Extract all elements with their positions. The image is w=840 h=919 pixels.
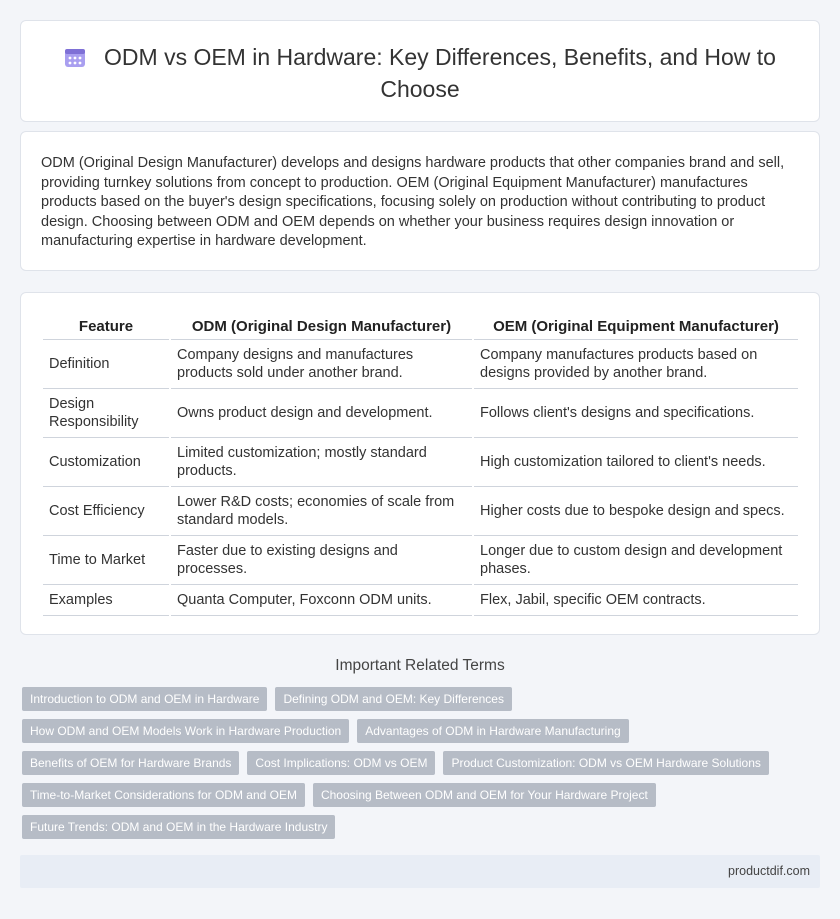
oem-cell: Company manufactures products based on designs provided by another brand. — [473, 339, 798, 388]
tag-row — [22, 687, 802, 711]
header-feature: Feature — [43, 313, 170, 339]
comparison-table-card — [20, 292, 820, 635]
odm-cell: Lower R&D costs; economies of scale from standard models. — [170, 486, 473, 535]
feature-cell: Time to Market — [43, 535, 170, 584]
page-title-text: ODM vs OEM in Hardware: Key Differences, Benefits, and How to Choose — [104, 44, 776, 102]
calendar-grid-icon — [64, 46, 86, 75]
feature-cell: Examples — [43, 584, 170, 615]
related-term-tag[interactable]: Cost Implications: ODM vs OEM — [247, 751, 435, 775]
related-term-tag[interactable]: Product Customization: ODM vs OEM Hardware Solutions — [443, 751, 768, 775]
tag-row — [22, 815, 802, 839]
tag-row — [22, 751, 802, 775]
table-row — [43, 535, 798, 584]
table-row — [43, 339, 798, 388]
intro-card — [20, 131, 820, 271]
tag-row — [22, 719, 802, 743]
intro-text: ODM (Original Design Manufacturer) develops and designs hardware products that other companies brand and sell, providing turnkey solutions from concept to production. OEM (Original Equipment Manufacturer) manufactures products based on the buyer's design specifications, focusing solely on production without contributing to product design. Choosing between ODM and OEM depends on whether your business requires design innovation or manufacturing expertise in hardware development. — [41, 155, 785, 249]
related-term-tag[interactable]: How ODM and OEM Models Work in Hardware Production — [22, 719, 349, 743]
oem-cell: Flex, Jabil, specific OEM contracts. — [473, 584, 798, 615]
header-oem: OEM (Original Equipment Manufacturer) — [473, 313, 798, 339]
table-row — [43, 584, 798, 615]
table-row — [43, 437, 798, 486]
oem-cell: Higher costs due to bespoke design and specs. — [473, 486, 798, 535]
odm-cell: Quanta Computer, Foxconn ODM units. — [170, 584, 473, 615]
odm-cell: Owns product design and development. — [170, 388, 473, 437]
related-term-tag[interactable]: Introduction to ODM and OEM in Hardware — [22, 687, 267, 711]
related-term-tag[interactable]: Time-to-Market Considerations for ODM and OEM — [22, 783, 305, 807]
odm-cell: Limited customization; mostly standard products. — [170, 437, 473, 486]
related-terms-heading: Important Related Terms — [335, 657, 505, 674]
feature-cell: Customization — [43, 437, 170, 486]
footer-site-link[interactable]: productdif.com — [728, 864, 810, 878]
oem-cell: High customization tailored to client's needs. — [473, 437, 798, 486]
header-card — [20, 20, 820, 122]
comparison-table — [43, 313, 798, 616]
odm-cell: Faster due to existing designs and processes. — [170, 535, 473, 584]
tag-row — [22, 783, 802, 807]
related-term-tag[interactable]: Defining ODM and OEM: Key Differences — [275, 687, 512, 711]
related-term-tag[interactable]: Advantages of ODM in Hardware Manufacturing — [357, 719, 628, 743]
related-term-tag[interactable]: Benefits of OEM for Hardware Brands — [22, 751, 239, 775]
table-row — [43, 388, 798, 437]
feature-cell: Cost Efficiency — [43, 486, 170, 535]
related-terms-list — [22, 687, 802, 847]
feature-cell: Design Responsibility — [43, 388, 170, 437]
header-odm: ODM (Original Design Manufacturer) — [170, 313, 473, 339]
oem-cell: Longer due to custom design and development phases. — [473, 535, 798, 584]
oem-cell: Follows client's designs and specifications. — [473, 388, 798, 437]
related-term-tag[interactable]: Future Trends: ODM and OEM in the Hardware Industry — [22, 815, 335, 839]
table-row — [43, 486, 798, 535]
odm-cell: Company designs and manufactures products sold under another brand. — [170, 339, 473, 388]
feature-cell: Definition — [43, 339, 170, 388]
footer — [20, 855, 820, 888]
table-header-row — [43, 313, 798, 339]
related-term-tag[interactable]: Choosing Between ODM and OEM for Your Hardware Project — [313, 783, 656, 807]
page-title — [61, 43, 779, 104]
